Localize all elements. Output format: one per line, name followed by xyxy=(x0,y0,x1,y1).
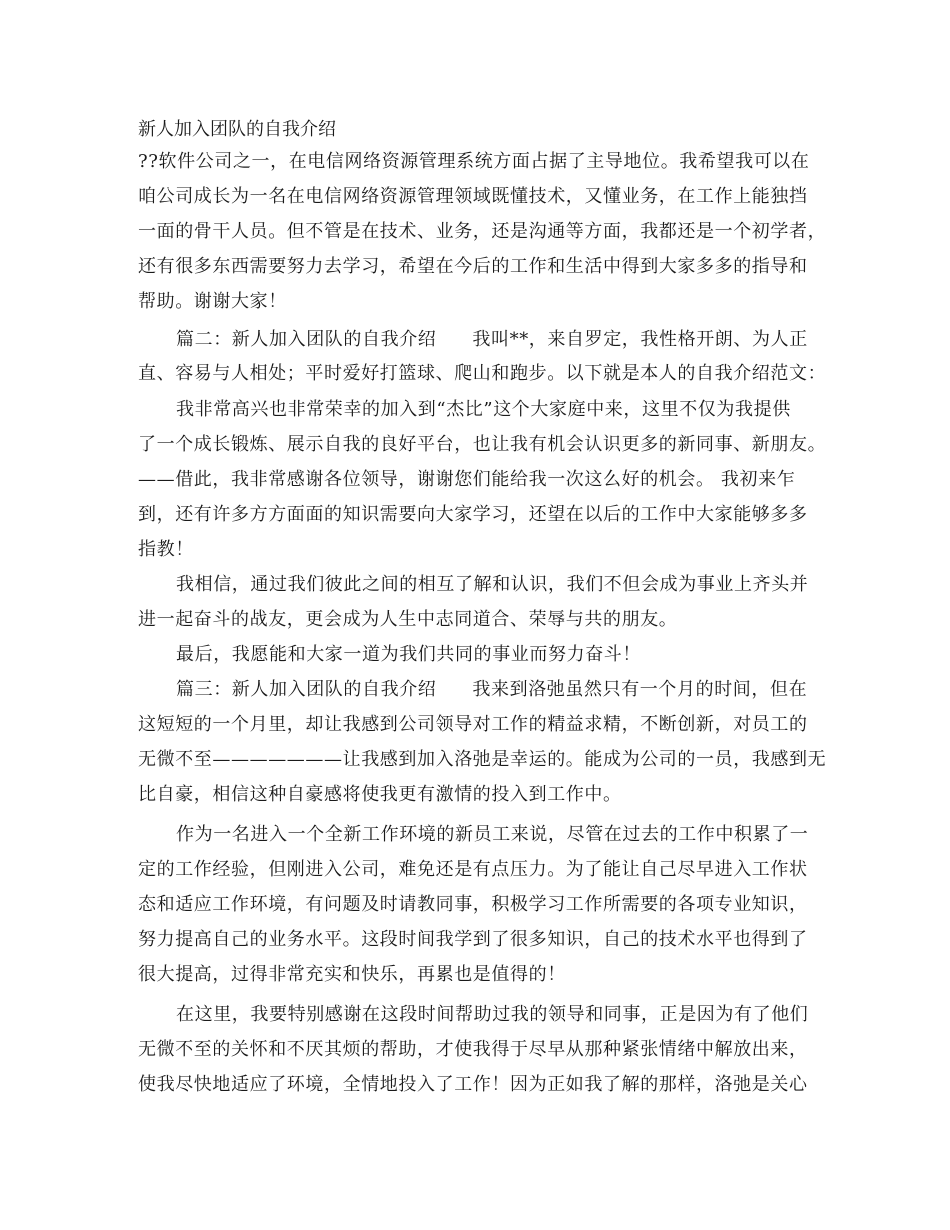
text-line xyxy=(176,678,807,702)
text-line: 这短短的一个月里，却让我感到公司领导对工作的精益求精，不断创新，对员工的 xyxy=(138,714,808,735)
text-line: 我非常高兴也非常荣幸的加入到“杰比”这个大家庭中来，这里不仅为我提供 xyxy=(176,399,791,420)
text-line: 努力提高自己的业务水平。这段时间我学到了很多知识，自己的技术水平也得到了 xyxy=(138,929,808,950)
text-fragment: 我来到洛弛虽然只有一个月的时间，但在 xyxy=(472,679,808,700)
text-line: 在这里，我要特别感谢在这段时间帮助过我的领导和同事，正是因为有了他们 xyxy=(176,1004,809,1025)
text-line: 使我尽快地适应了环境，全情地投入了工作！因为正如我了解的那样，洛弛是关心 xyxy=(138,1074,808,1095)
text-line: ??软件公司之一，在电信网络资源管理系统方面占据了主导地位。我希望我可以在 xyxy=(138,151,810,172)
text-line: 无微不至的关怀和不厌其烦的帮助，才使我得于尽早从那种紧张情绪中解放出来， xyxy=(138,1039,808,1060)
section-heading: 篇二：新人加入团队的自我介绍 xyxy=(176,329,437,350)
text-line: 很大提高，过得非常充实和快乐，再累也是值得的！ xyxy=(138,964,566,985)
text-line: 一面的骨干人员。但不管是在技术、业务，还是沟通等方面，我都还是一个初学者， xyxy=(138,221,827,242)
text-fragment: 我叫**，来自罗定，我性格开朗、为人正 xyxy=(472,329,808,350)
text-line: 了一个成长锻炼、展示自我的良好平台，也让我有机会认识更多的新同事、新朋友。 xyxy=(138,434,827,455)
text-line: 比自豪，相信这种自豪感将使我更有激情的投入到工作中。 xyxy=(138,784,622,805)
text-line: 无微不至———————让我感到加入洛弛是幸运的。能成为公司的一员，我感到无 xyxy=(138,749,827,770)
text-line: 直、容易与人相处；平时爱好打篮球、爬山和跑步。以下就是本人的自我介绍范文： xyxy=(138,363,827,384)
text-line: 我相信，通过我们彼此之间的相互了解和认识，我们不但会成为事业上齐头并 xyxy=(176,574,809,595)
text-line: ——借此，我非常感谢各位领导，谢谢您们能给我一次这么好的机会。 我初来乍 xyxy=(138,469,796,490)
text-line: 指教！ xyxy=(138,539,194,560)
text-line: 定的工作经验，但刚进入公司，难免还是有点压力。为了能让自己尽早进入工作状 xyxy=(138,859,808,880)
text-line: 咱公司成长为一名在电信网络资源管理领域既懂技术，又懂业务，在工作上能独挡 xyxy=(138,186,808,207)
text-line: 态和适应工作环境，有问题及时请教同事，积极学习工作所需要的各项专业知识， xyxy=(138,894,808,915)
text-line: 最后，我愿能和大家一道为我们共同的事业而努力奋斗！ xyxy=(176,644,641,665)
section-heading: 篇三：新人加入团队的自我介绍 xyxy=(176,679,437,700)
text-line: 到，还有许多方方面面的知识需要向大家学习，还望在以后的工作中大家能够多多 xyxy=(138,504,808,525)
text-line: 帮助。谢谢大家！ xyxy=(138,291,287,312)
document-title: 新人加入团队的自我介绍 xyxy=(138,119,336,140)
text-line: 还有很多东西需要努力去学习，希望在今后的工作和生活中得到大家多多的指导和 xyxy=(138,256,808,277)
text-line xyxy=(176,328,808,352)
text-line: 进一起奋斗的战友，更会成为人生中志同道合、荣辱与共的朋友。 xyxy=(138,609,678,630)
text-line: 作为一名进入一个全新工作环境的新员工来说，尽管在过去的工作中积累了一 xyxy=(176,824,809,845)
